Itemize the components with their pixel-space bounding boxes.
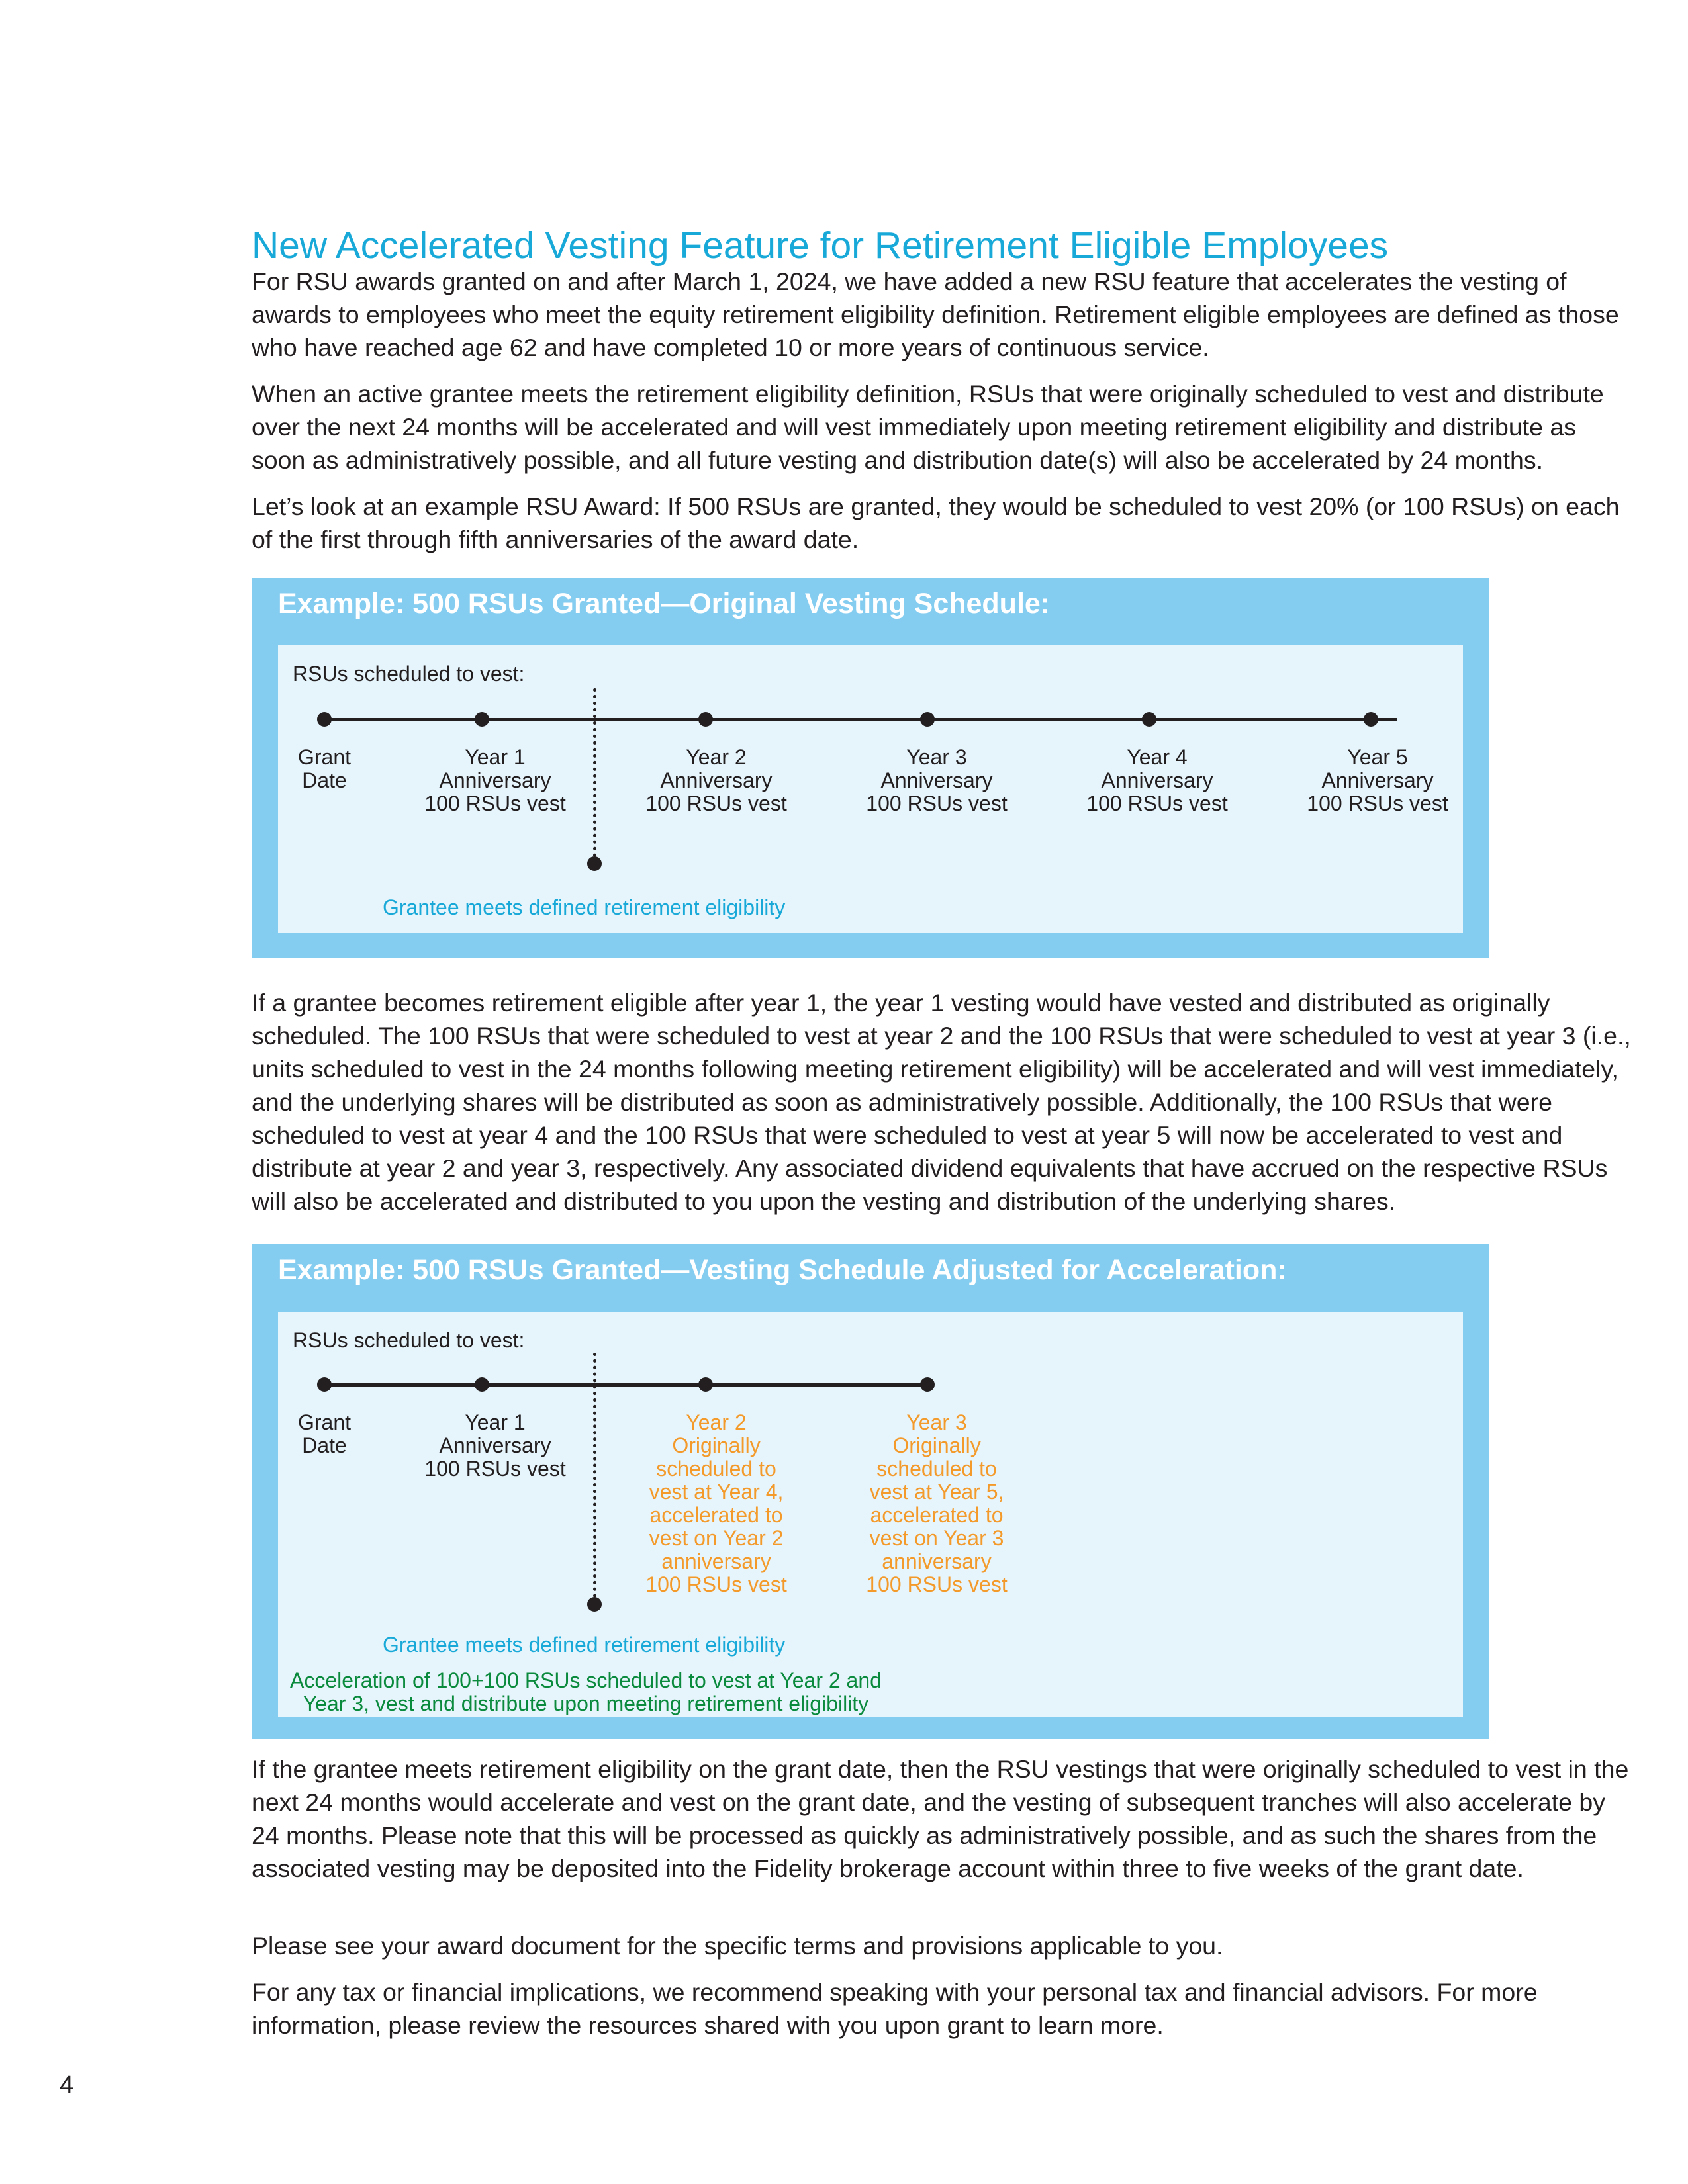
timeline-dot-year-1 <box>475 1377 489 1392</box>
timeline-dot-grant-date <box>317 712 332 727</box>
milestone-year-1: Year 1 Anniversary 100 RSUs vest <box>424 1410 566 1480</box>
grant-date-eligibility-paragraph: If the grantee meets retirement eligibility on the grant date, then the RSU vestings that were originally scheduled to vest in the next 24 months would accelerate and vest on the grant date, and the vesting of subsequent tranches will also accelerate by 24 months. Please note that this will be processed as quickly as administratively possible, and as such the shares from the associated vesting may be deposited into the Fidelity brokerage account within three to five weeks of the grant date. <box>252 1755 1629 1882</box>
milestone-year-4: Year 4 Anniversary 100 RSUs vest <box>1086 745 1228 815</box>
acceleration-explanation-paragraph: If a grantee becomes retirement eligible after year 1, the year 1 vesting would have vested and distributed as originally scheduled. The 100 RSUs that were scheduled to vest at year 2 and the 100 RSUs that were scheduled to vest at year 3 (i.e., units scheduled to vest in the 24 months following meeting retirement eligibility) will be accelerated and will vest immediately, and the underlying shares will be distributed as soon as administratively possible. Additionally, the 100 RSUs that were scheduled to vest at year 4 and the 100 RSUs that were scheduled to vest at year 5 will now be accelerated to vest and distribute at year 2 and year 3, respectively. Any associated dividend equivalents that have accrued on the respective RSUs will also be accelerated and distributed to you upon the vesting and distribution of the underlying shares. <box>252 989 1631 1215</box>
intro-paragraph: For RSU awards granted on and after March 1, 2024, we have added a new RSU feature that accelerates the vesting of awards to employees who meet the equity retirement eligibility definition. Retirement eligible employees are defined as those who have reached age 62 and have completed 10 or more years of continuous service. <box>252 267 1619 361</box>
timeline-dot-grant-date <box>317 1377 332 1392</box>
eligibility-marker-dot <box>587 856 602 871</box>
example-adjusted-schedule <box>252 1244 1489 1739</box>
page-title: New Accelerated Vesting Feature for Retirement Eligible Employees <box>252 224 1389 267</box>
timeline-dot-year-5 <box>1364 712 1378 727</box>
milestone-year-2-accelerated: Year 2 Originally scheduled to vest at Year 4, accelerated to vest on Year 2 anniversary 100 RSUs vest <box>645 1410 787 1596</box>
timeline-dot-year-2 <box>698 1377 713 1392</box>
milestone-grant-date: Grant Date <box>297 1410 352 1457</box>
eligibility-marker-line <box>593 688 596 857</box>
timeline-caption: RSUs scheduled to vest: <box>293 1328 525 1352</box>
award-document-paragraph: Please see your award document for the specific terms and provisions applicable to you. <box>252 1932 1223 1960</box>
timeline-dot-year-3 <box>920 1377 935 1392</box>
example-original-schedule <box>252 578 1489 958</box>
timeline-caption: RSUs scheduled to vest: <box>293 662 525 686</box>
timeline-panel-adjusted <box>278 1312 1463 1717</box>
timeline-dot-year-4 <box>1142 712 1156 727</box>
timeline-dot-year-3 <box>920 712 935 727</box>
milestone-year-3-accelerated: Year 3 Originally scheduled to vest at Year 5, accelerated to vest on Year 3 anniversary 100 RSUs vest <box>866 1410 1008 1596</box>
example-adjusted-title: Example: 500 RSUs Granted—Vesting Schedule Adjusted for Acceleration: <box>278 1254 1287 1286</box>
milestone-grant-date: Grant Date <box>297 745 352 792</box>
eligibility-label: Grantee meets defined retirement eligibility <box>383 1633 786 1657</box>
milestone-year-3: Year 3 Anniversary 100 RSUs vest <box>866 745 1008 815</box>
eligibility-marker-line <box>593 1353 596 1598</box>
timeline-dot-year-1 <box>475 712 489 727</box>
milestone-year-5: Year 5 Anniversary 100 RSUs vest <box>1307 745 1448 815</box>
eligibility-label: Grantee meets defined retirement eligibility <box>383 895 786 919</box>
acceleration-note: Acceleration of 100+100 RSUs scheduled to vest at Year 2 and Year 3, vest and distribute upon meeting retirement eligibility <box>290 1668 882 1715</box>
timeline-dot-year-2 <box>698 712 713 727</box>
timeline-panel-original <box>278 645 1463 933</box>
timeline-line <box>324 1383 927 1387</box>
example-original-title: Example: 500 RSUs Granted—Original Vesting Schedule: <box>278 588 1051 619</box>
page-number: 4 <box>60 2071 74 2099</box>
milestone-year-2: Year 2 Anniversary 100 RSUs vest <box>645 745 787 815</box>
tax-advice-paragraph: For any tax or financial implications, we recommend speaking with your personal tax and financial advisors. For more information, please review the resources shared with you upon grant to learn more. <box>252 1978 1538 2039</box>
eligibility-marker-dot <box>587 1597 602 1612</box>
example-intro-paragraph: Let’s look at an example RSU Award: If 500 RSUs are granted, they would be scheduled to vest 20% (or 100 RSUs) on each of the first through fifth anniversaries of the award date. <box>252 492 1620 553</box>
eligibility-paragraph: When an active grantee meets the retirement eligibility definition, RSUs that were originally scheduled to vest and distribute over the next 24 months will be accelerated and will vest immediately upon meeting retirement eligibility and distribute as soon as administratively possible, and all future vesting and distribution date(s) will also be accelerated by 24 months. <box>252 380 1604 474</box>
milestone-year-1: Year 1 Anniversary 100 RSUs vest <box>424 745 566 815</box>
